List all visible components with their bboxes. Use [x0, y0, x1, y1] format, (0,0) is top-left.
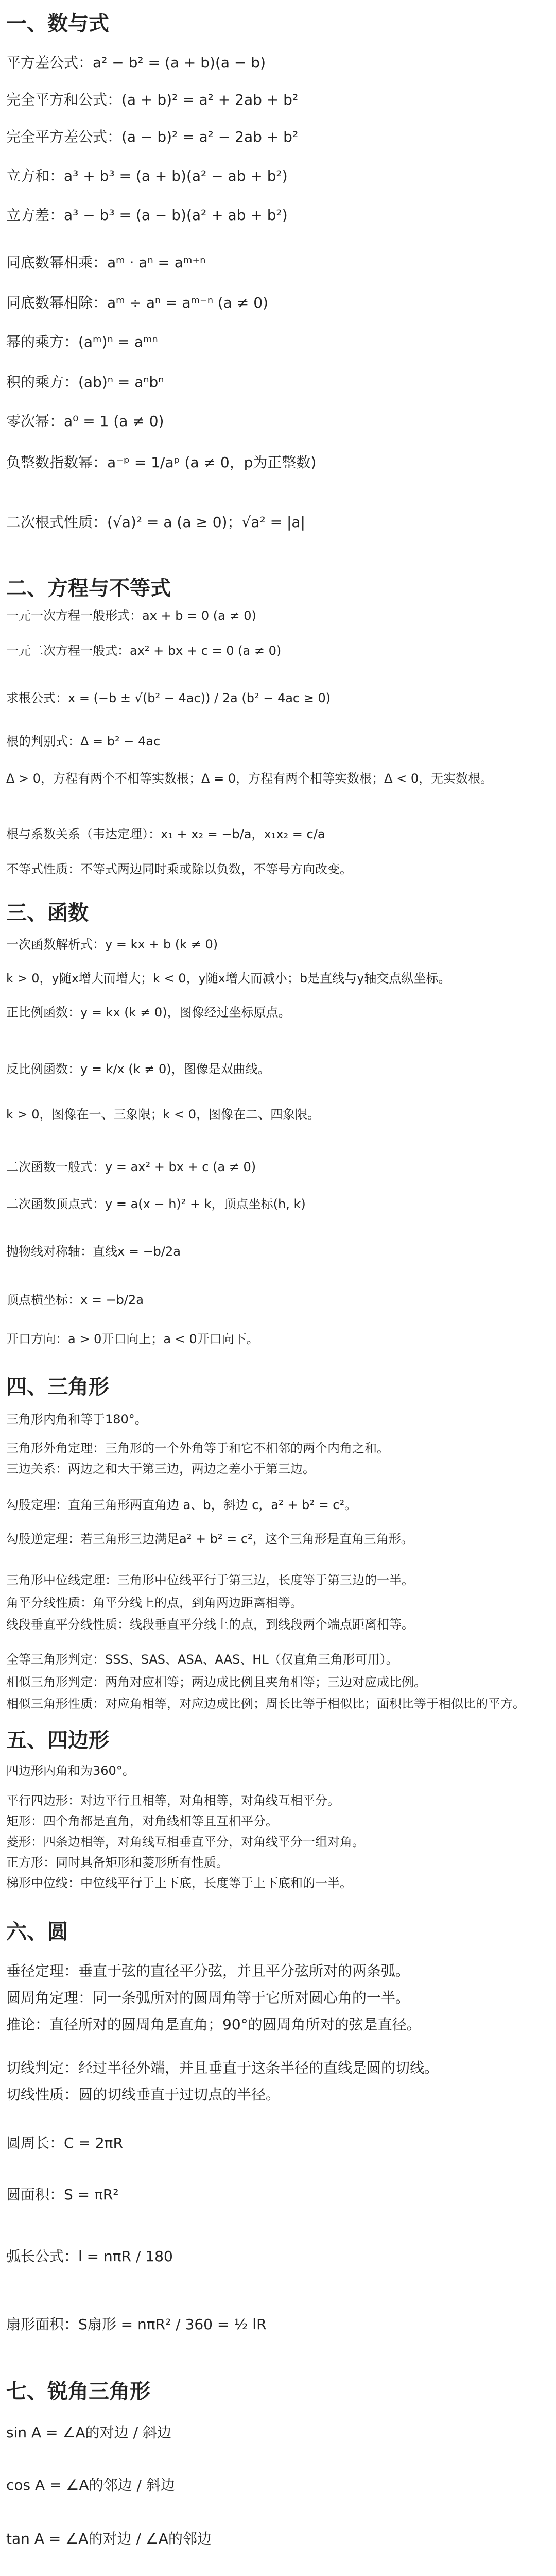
formula-line: 菱形：四条边相等，对角线互相垂直平分，对角线平分一组对角。 [6, 1835, 364, 1849]
formula-line: 开口方向：a > 0开口向上；a < 0开口向下。 [6, 1332, 259, 1346]
formula-line: 相似三角形判定：两角对应相等；两边成比例且夹角相等；三边对应成比例。 [6, 1675, 426, 1689]
formula-line: 二次函数一般式：y = ax² + bx + c (a ≠ 0) [6, 1160, 256, 1174]
formula-line: 梯形中位线：中位线平行于上下底，长度等于上下底和的一半。 [6, 1876, 352, 1890]
formula-line: 推论：直径所对的圆周角是直角；90°的圆周角所对的弦是直径。 [6, 2016, 421, 2033]
formula-line: 切线性质：圆的切线垂直于过切点的半径。 [6, 2086, 281, 2103]
formula-line: 幂的乘方：(aᵐ)ⁿ = aᵐⁿ [6, 333, 158, 350]
section-title: 四、三角形 [6, 1375, 109, 1399]
formula-line: 圆周角定理：同一条弧所对的圆周角等于它所对圆心角的一半。 [6, 1989, 410, 2006]
section-title: 一、数与式 [6, 12, 109, 36]
formula-line: 勾股定理：直角三角形两直角边 a、b，斜边 c，a² + b² = c²。 [6, 1498, 357, 1512]
section-title: 六、圆 [6, 1920, 68, 1944]
formula-line: 二次函数顶点式：y = a(x − h)² + k，顶点坐标(h, k) [6, 1197, 306, 1211]
formula-line: 同底数幂相乘：aᵐ · aⁿ = aᵐ⁺ⁿ [6, 254, 206, 271]
formula-line: k > 0，y随x增大而增大；k < 0，y随x增大而减小；b是直线与y轴交点纵坐标。 [6, 971, 451, 986]
section-title: 五、四边形 [6, 1728, 109, 1752]
formula-line: 切线判定：经过半径外端，并且垂直于这条半径的直线是圆的切线。 [6, 2059, 439, 2076]
formula-line: 扇形面积：S扇形 = nπR² / 360 = ½ lR [6, 2316, 267, 2333]
formula-line: 三角形中位线定理：三角形中位线平行于第三边，长度等于第三边的一半。 [6, 1573, 414, 1587]
formula-line: 同底数幂相除：aᵐ ÷ aⁿ = aᵐ⁻ⁿ (a ≠ 0) [6, 294, 268, 311]
formula-line: 勾股逆定理：若三角形三边满足a² + b² = c²，这个三角形是直角三角形。 [6, 1532, 413, 1546]
formula-line: 完全平方差公式：(a − b)² = a² − 2ab + b² [6, 128, 299, 145]
formula-line: tan A = ∠A的对边 / ∠A的邻边 [6, 2530, 212, 2547]
formula-line: 垂径定理：垂直于弦的直径平分弦，并且平分弦所对的两条弧。 [6, 1962, 410, 1979]
formula-line: 一元二次方程一般式：ax² + bx + c = 0 (a ≠ 0) [6, 643, 282, 658]
formula-line: 三边关系：两边之和大于第三边，两边之差小于第三边。 [6, 1462, 315, 1476]
formula-line: sin A = ∠A的对边 / 斜边 [6, 2424, 171, 2441]
formula-line: 完全平方和公式：(a + b)² = a² + 2ab + b² [6, 91, 299, 108]
formula-line: 根与系数关系（韦达定理）：x₁ + x₂ = −b/a，x₁x₂ = c/a [6, 827, 325, 841]
formula-line: 线段垂直平分线性质：线段垂直平分线上的点，到线段两个端点距离相等。 [6, 1617, 414, 1632]
formula-line: 矩形：四个角都是直角，对角线相等且互相平分。 [6, 1814, 278, 1828]
formula-line: 平方差公式：a² − b² = (a + b)(a − b) [6, 54, 266, 71]
formula-line: cos A = ∠A的邻边 / 斜边 [6, 2477, 175, 2494]
formula-line: 积的乘方：(ab)ⁿ = aⁿbⁿ [6, 374, 164, 391]
formula-line: 正方形：同时具备矩形和菱形所有性质。 [6, 1855, 229, 1870]
formula-line: 一次函数解析式：y = kx + b (k ≠ 0) [6, 937, 218, 952]
formula-line: 反比例函数：y = k/x (k ≠ 0)，图像是双曲线。 [6, 1062, 270, 1076]
section-title: 三、函数 [6, 901, 89, 925]
formula-line: 顶点横坐标：x = −b/2a [6, 1293, 144, 1307]
formula-line: 立方和：a³ + b³ = (a + b)(a² − ab + b²) [6, 167, 288, 184]
formula-line: Δ > 0，方程有两个不相等实数根；Δ = 0，方程有两个相等实数根；Δ < 0，无实数根。 [6, 771, 493, 786]
formula-line: 圆周长：C = 2πR [6, 2134, 123, 2151]
section-title: 二、方程与不等式 [6, 577, 171, 600]
formula-line: 弧长公式：l = nπR / 180 [6, 2248, 173, 2265]
formula-line: 三角形内角和等于180°。 [6, 1412, 147, 1427]
formula-line: k > 0，图像在一、三象限；k < 0，图像在二、四象限。 [6, 1107, 320, 1122]
formula-line: 抛物线对称轴：直线x = −b/2a [6, 1244, 181, 1259]
formula-line: 正比例函数：y = kx (k ≠ 0)，图像经过坐标原点。 [6, 1005, 291, 1020]
formula-line: 二次根式性质：(√a)² = a (a ≥ 0)；√a² = |a| [6, 514, 305, 531]
formula-line: 一元一次方程一般形式：ax + b = 0 (a ≠ 0) [6, 608, 256, 623]
formula-line: 圆面积：S = πR² [6, 2186, 119, 2203]
formula-line: 四边形内角和为360°。 [6, 1764, 135, 1778]
formula-line: 相似三角形性质：对应角相等，对应边成比例；周长比等于相似比；面积比等于相似比的平方。 [6, 1697, 525, 1711]
formula-line: 平行四边形：对边平行且相等，对角相等，对角线互相平分。 [6, 1793, 340, 1808]
formula-line: 全等三角形判定：SSS、SAS、ASA、AAS、HL（仅直角三角形可用）。 [6, 1652, 398, 1667]
formula-line: 三角形外角定理：三角形的一个外角等于和它不相邻的两个内角之和。 [6, 1441, 389, 1455]
formula-line: 根的判别式：Δ = b² − 4ac [6, 734, 161, 749]
formula-line: 求根公式：x = (−b ± √(b² − 4ac)) / 2a (b² − 4ac ≥ 0) [6, 691, 331, 705]
section-title: 七、锐角三角形 [6, 2380, 150, 2403]
formula-line: 立方差：a³ − b³ = (a − b)(a² + ab + b²) [6, 207, 288, 224]
formula-line: 负整数指数幂：a⁻ᵖ = 1/aᵖ (a ≠ 0，p为正整数) [6, 454, 317, 471]
formula-line: 不等式性质：不等式两边同时乘或除以负数，不等号方向改变。 [6, 862, 352, 876]
formula-line: 角平分线性质：角平分线上的点，到角两边距离相等。 [6, 1596, 303, 1610]
formula-line: 零次幂：a⁰ = 1 (a ≠ 0) [6, 413, 164, 430]
